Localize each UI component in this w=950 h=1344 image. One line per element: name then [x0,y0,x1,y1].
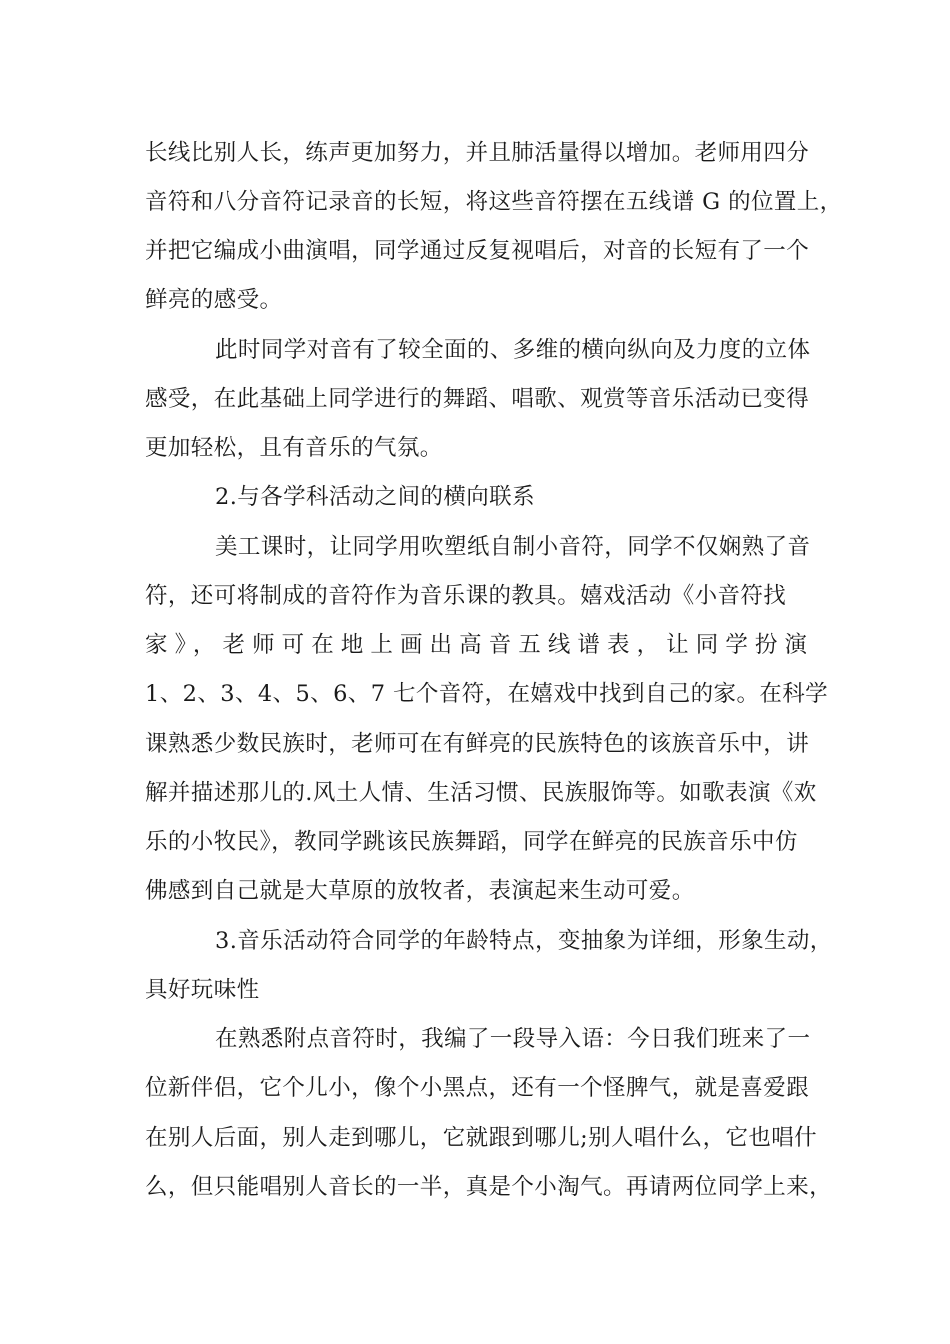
text-line: 1、2、3、4、5、6、7 七个音符，在嬉戏中找到自己的家。在科学 [145,681,829,707]
section-heading: 3.音乐活动符合同学的年龄特点，变抽象为详细，形象生动， [215,928,833,954]
paragraph-first-line: 在熟悉附点音符时，我编了一段导入语：今日我们班来了一 [215,1026,811,1052]
text-line: 具好玩味性 [145,977,260,1003]
text-line: 并把它编成小曲演唱，同学通过反复视唱后，对音的长短有了一个 [145,238,810,264]
text-line: 课熟悉少数民族时，老师可在有鲜亮的民族特色的该族音乐中，讲 [145,731,810,757]
text-line: 在别人后面，别人走到哪儿，它就跟到哪儿;别人唱什么，它也唱什 [145,1125,818,1151]
text-line: 感受，在此基础上同学进行的舞蹈、唱歌、观赏等音乐活动已变得 [145,386,810,412]
text-line: 鲜亮的感受。 [145,287,283,313]
text-line: 位新伴侣，它个儿小，像个小黑点，还有一个怪脾气，就是喜爱跟 [145,1075,810,1101]
paragraph-first-line: 美工课时，让同学用吹塑纸自制小音符，同学不仅娴熟了音 [215,534,811,560]
text-line-justified: 家》，老师可在地上画出高音五线谱表，让同学扮演 [145,632,807,658]
text-line: 乐的小牧民》，教同学跳该民族舞蹈，同学在鲜亮的民族音乐中仿 [145,829,798,855]
text-line: 长线比别人长，练声更加努力，并且肺活量得以增加。老师用四分 [145,140,810,166]
text-line: 更加轻松，且有音乐的气氛。 [145,435,443,461]
paragraph-first-line: 此时同学对音有了较全面的、多维的横向纵向及力度的立体 [215,337,811,363]
text-line: 符，还可将制成的音符作为音乐课的教具。嬉戏活动《小音符找 [145,583,787,609]
section-heading: 2.与各学科活动之间的横向联系 [215,484,535,510]
text-line: 解并描述那儿的.风土人情、生活习惯、民族服饰等。如歌表演《欢 [145,780,817,806]
text-line: 么，但只能唱别人音长的一半，真是个小淘气。再请两位同学上来， [145,1174,833,1200]
text-line: 音符和八分音符记录音的长短，将这些音符摆在五线谱 G 的位置上， [145,189,843,215]
text-line: 佛感到自己就是大草原的放牧者，表演起来生动可爱。 [145,878,695,904]
